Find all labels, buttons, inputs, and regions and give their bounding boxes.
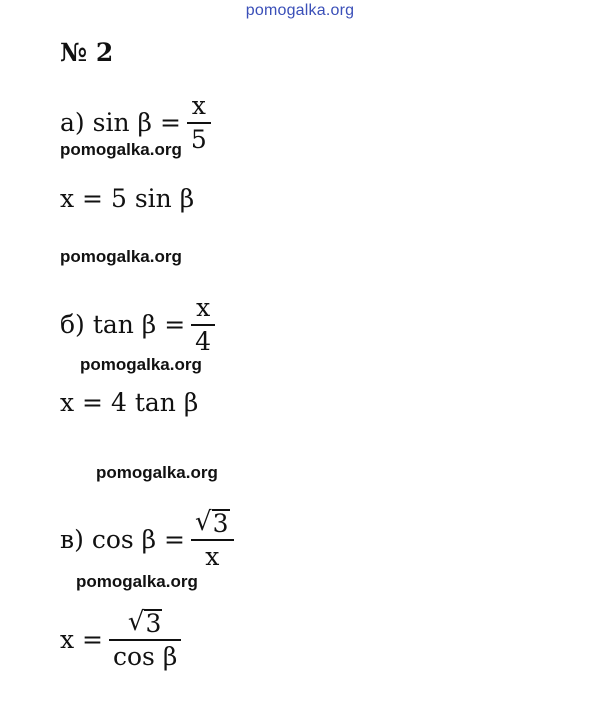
- watermark-5: pomogalka.org: [76, 572, 198, 591]
- fraction-a-denominator: 5: [190, 124, 207, 154]
- fraction-c-denominator: x: [205, 542, 220, 572]
- solution-a: [60, 186, 194, 211]
- part-a-func: sin β =: [92, 108, 181, 137]
- solution-a-lhs: x =: [60, 184, 103, 213]
- solution-c: [60, 608, 181, 671]
- fraction-c: [191, 508, 233, 571]
- radicand: 3: [212, 509, 229, 538]
- part-c-label: в): [60, 524, 84, 554]
- fraction-b-denominator: 4: [195, 326, 212, 356]
- solution-c-bar: [109, 639, 181, 641]
- watermark-2: pomogalka.org: [60, 247, 182, 266]
- radical-symbol: √: [195, 507, 212, 537]
- watermark-3: pomogalka.org: [80, 355, 202, 374]
- fraction-c-numerator: [191, 508, 233, 537]
- solution-b-rhs: 4 tan β: [111, 388, 199, 417]
- part-b-label: б): [60, 310, 85, 339]
- solution-c-numerator: [124, 608, 166, 637]
- solution-c-fraction: [109, 608, 181, 671]
- solution-sqrt-sign: [128, 609, 162, 637]
- watermark-top: pomogalka.org: [245, 2, 355, 19]
- part-b-func: tan β =: [92, 310, 186, 339]
- sqrt-sign: [195, 509, 229, 537]
- solution-c-denominator: cos β: [113, 642, 178, 672]
- fraction-b-bar: [191, 324, 215, 326]
- equation-b: [60, 294, 215, 355]
- fraction-a-numerator: x: [191, 91, 206, 120]
- solution-radical-symbol: √: [127, 607, 145, 637]
- solution-c-lhs: x =: [60, 624, 103, 654]
- part-c-func: cos β =: [91, 524, 186, 554]
- watermark-4: pomogalka.org: [96, 463, 218, 482]
- fraction-c-bar: [191, 539, 233, 541]
- part-a-label: а): [60, 108, 85, 137]
- watermark-1: pomogalka.org: [60, 140, 182, 159]
- fraction-b-numerator: x: [196, 293, 211, 322]
- equation-c: [60, 508, 234, 571]
- fraction-b: [191, 294, 215, 355]
- task-number: № 2: [60, 38, 114, 67]
- solution-radicand: 3: [145, 609, 162, 638]
- fraction-a: [187, 92, 211, 153]
- solution-b-lhs: x =: [60, 388, 103, 417]
- solution-b: [60, 390, 198, 415]
- fraction-a-bar: [187, 122, 211, 124]
- solution-a-rhs: 5 sin β: [111, 184, 195, 213]
